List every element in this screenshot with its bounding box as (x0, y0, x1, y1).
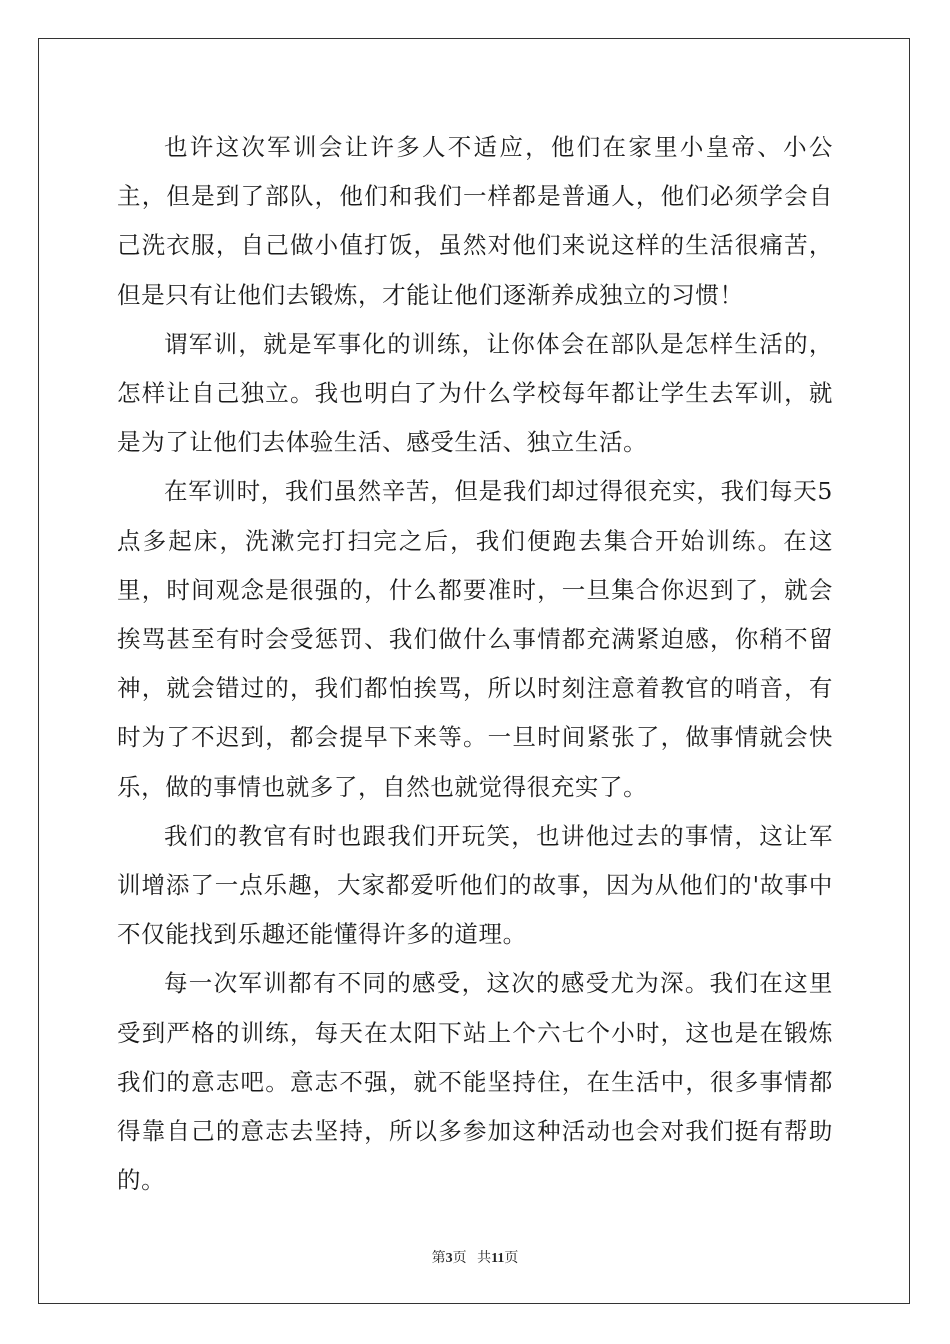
paragraph-5: 每一次军训都有不同的感受，这次的感受尤为深。我们在这里受到严格的训练，每天在太阳下站上个六七个小时，这也是在锻炼我们的意志吧。意志不强，就不能坚持住，在生活中，很多事情都得靠自己的意志去坚持，所以多参加这种活动也会对我们挺有帮助的。 (117, 969, 833, 1195)
page-suffix: 页 (452, 1251, 467, 1266)
total-page-number: 11 (491, 1251, 505, 1266)
paragraph-4: 我们的教官有时也跟我们开玩笑，也讲他过去的事情，这让军训增添了一点乐趣，大家都爱听他们的故事，因为从他们的'故事中不仅能找到乐趣还能懂得许多的道理。 (117, 821, 833, 949)
current-page-number: 3 (445, 1251, 453, 1266)
page-prefix: 第 (431, 1251, 446, 1266)
page-number-footer (0, 1247, 950, 1267)
total-prefix: 共 (477, 1251, 492, 1266)
paragraph-2: 谓军训，就是军事化的训练，让你体会在部队是怎样生活的，怎样让自己独立。我也明白了为什么学校每年都让学生去军训，就是为了让他们去体验生活、感受生活、独立生活。 (117, 329, 833, 457)
total-suffix: 页 (504, 1251, 519, 1266)
paragraph-3: 在军训时，我们虽然辛苦，但是我们却过得很充实，我们每天5点多起床，洗漱完打扫完之后，我们便跑去集合开始训练。在这里，时间观念是很强的，什么都要准时，一旦集合你迟到了，就会挨骂甚至有时会受惩罚、我们做什么事情都充满紧迫感，你稍不留神，就会错过的，我们都怕挨骂，所以时刻注意着教官的哨音，有时为了不迟到，都会提早下来等。一旦时间紧张了，做事情就会快乐，做的事情也就多了，自然也就觉得很充实了。 (117, 477, 833, 801)
document-body (117, 123, 833, 1205)
paragraph-1: 也许这次军训会让许多人不适应，他们在家里小皇帝、小公主，但是到了部队，他们和我们一样都是普通人，他们必须学会自己洗衣服，自己做小值打饭，虽然对他们来说这样的生活很痛苦，但是只有让他们去锻炼，才能让他们逐渐养成独立的习惯！ (117, 133, 833, 309)
